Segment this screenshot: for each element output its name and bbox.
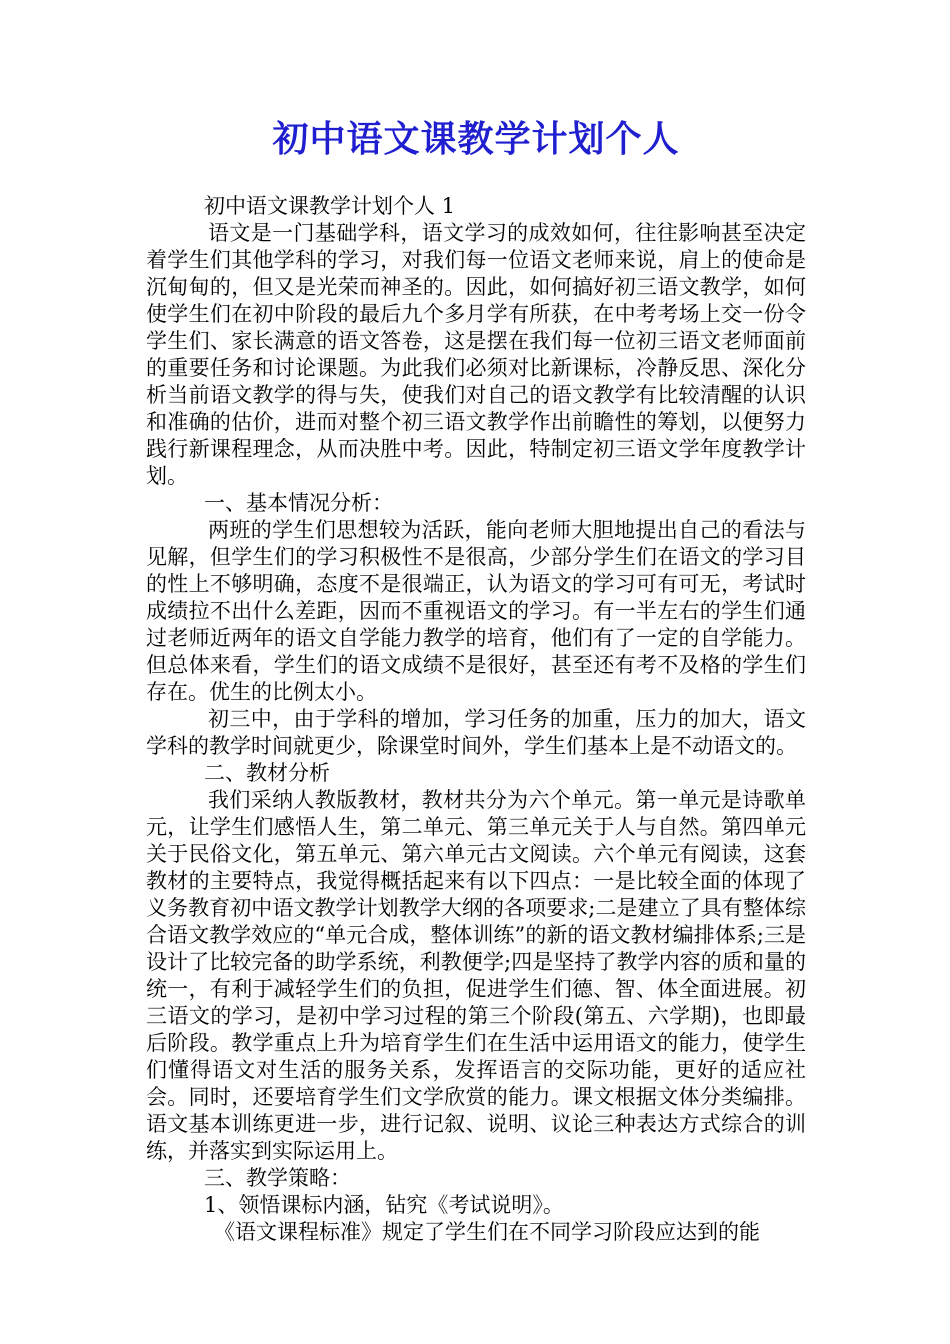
section-heading-textbook: 二、教材分析 bbox=[204, 761, 330, 786]
document-title: 初中语文课教学计划个人 bbox=[272, 118, 680, 160]
paragraph-grade-three: 初三中，由于学科的增加，学习任务的加重，压力的加大，语文学科的教学时间就更少，除课堂时间外，学生们基本上是不动语文的。 bbox=[146, 707, 806, 759]
subsection-heading-curriculum: 1、领悟课标内涵，钻究《考试说明》。 bbox=[204, 1193, 564, 1218]
document-body bbox=[146, 193, 806, 1246]
document-page bbox=[146, 118, 806, 1246]
section-heading-basic-situation: 一、基本情况分析： bbox=[204, 491, 393, 516]
paragraph-intro: 语文是一门基础学科，语文学习的成效如何，往往影响甚至决定着学生们其他学科的学习，对我们每一位语文老师来说，肩上的使命是沉甸甸的，但又是光荣而神圣的。因此，如何搞好初三语文教学，如何使学生们在初中阶段的最后九个多月学有所获，在中考考场上交一份令学生们、家长满意的语文答卷，这是摆在我们每一位初三语文老师面前的重要任务和讨论课题。为此我们必须对比新课标，冷静反思、深化分析当前语文教学的得与失，使我们对自己的语文教学有比较清醒的认识和准确的估价，进而对整个初三语文教学作出前瞻性的筹划，以便努力践行新课程理念，从而决胜中考。因此，特制定初三语文学年度教学计划。 bbox=[146, 221, 806, 489]
paragraph-textbook-analysis: 我们采纳人教版教材，教材共分为六个单元。第一单元是诗歌单元，让学生们感悟人生，第二单元、第三单元关于人与自然。第四单元关于民俗文化，第五单元、第六单元古文阅读。六个单元有阅读，这套教材的主要特点，我觉得概括起来有以下四点：一是比较全面的体现了义务教育初中语文教学计划教学大纲的各项要求;二是建立了具有整体综合语文教学效应的“单元合成，整体训练”的新的语文教材编排体系;三是设计了比较完备的助学系统，利教便学;四是坚持了教学内容的质和量的统一，有利于减轻学生们的负担，促进学生们德、智、体全面进展。初三语文的学习，是初中学习过程的第三个阶段(第五、六学期)，也即最后阶段。教学重点上升为培育学生们在生活中运用语文的能力，使学生们懂得语文对生活的服务关系，发挥语言的交际功能，更好的适应社会。同时，还要培育学生们文学欣赏的能力。课文根据文体分类编排。语文基本训练更进一步，进行记叙、说明、议论三种表达方式综合的训练，并落实到实际运用上。 bbox=[146, 788, 806, 1164]
paragraph-curriculum-standard: 《语文课程标准》规定了学生们在不同学习阶段应达到的能 bbox=[214, 1220, 760, 1245]
section-heading-plan: 初中语文课教学计划个人 1 bbox=[204, 194, 456, 219]
paragraph-class-situation: 两班的学生们思想较为活跃，能向老师大胆地提出自己的看法与见解，但学生们的学习积极性不是很高，少部分学生们在语文的学习目的性上不够明确，态度不是很端正，认为语文的学习可有可无，考试时成绩拉不出什么差距，因而不重视语文的学习。有一半左右的学生们通过老师近两年的语文自学能力教学的培育，他们有了一定的自学能力。但总体来看，学生们的语文成绩不是很好，甚至还有考不及格的学生们存在。优生的比例太小。 bbox=[146, 518, 806, 705]
section-heading-strategy: 三、教学策略： bbox=[204, 1166, 351, 1191]
